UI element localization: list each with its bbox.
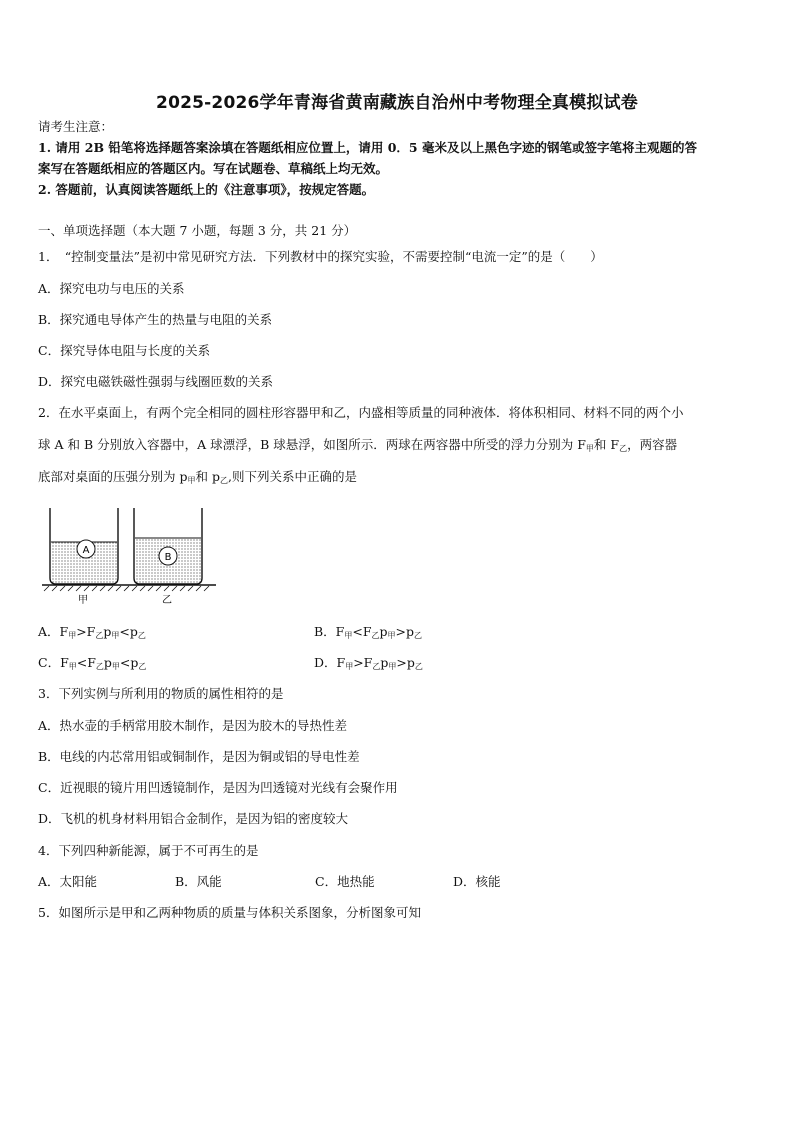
question-4-option-a: A．太阳能 [38,874,98,889]
notice-item-1-line-1: 1. 请用 2B 铅笔将选择题答案涂填在答题纸相应位置上，请用 0．5 毫米及以上黑色字迹的钢笔或签字笔将主观题的答 [38,140,697,155]
question-3-option-d: D．飞机的机身材料用铝合金制作，是因为铝的密度较大 [38,811,349,826]
question-1-option-a: A．探究电功与电压的关系 [38,281,185,296]
page-title: 2025-2026学年青海省黄南藏族自治州中考物理全真模拟试卷 [156,93,638,113]
question-1-option-d: D．探究电磁铁磁性强弱与线圈匝数的关系 [38,374,274,389]
question-1-stem: 1． “控制变量法”是初中常见研究方法．下列教材中的探究实验，不需要控制“电流一定”的是（ ） [38,249,603,264]
subscript-yi: 乙 [619,444,628,453]
question-3-option-a: A．热水壶的手柄常用胶木制作，是因为胶木的导热性差 [38,718,348,733]
question-3-stem: 3．下列实例与所利用的物质的属性相符的是 [38,686,284,701]
question-2-option-a: A．$F_甲>F_乙p_甲<p_乙$ [38,624,146,640]
question-2-line-1: 2．在水平桌面上，有两个完全相同的圆柱形容器甲和乙，内盛相等质量的同种液体．将体积相同、材料不同的两个小 [38,405,684,420]
notice-heading: 请考生注意： [38,119,114,134]
question-3-option-c: C．近视眼的镜片用凹透镜制作，是因为凹透镜对光线有会聚作用 [38,780,398,795]
question-1-option-b: B．探究通电导体产生的热量与电阻的关系 [38,312,273,327]
containers-figure [40,506,220,606]
question-1-option-c: C．探究导体电阻与长度的关系 [38,343,211,358]
label-jia: 甲 [78,595,88,606]
question-2-line-2: 球 A 和 B 分别放入容器中，A 球漂浮，B 球悬浮，如图所示．两球在两容器中所受的浮力分别为 $F_甲$和 $F_乙$，两容器 [38,437,678,453]
question-5-stem: 5．如图所示是甲和乙两种物质的质量与体积关系图象，分析图象可知 [38,905,421,920]
svg-text:A: A [82,545,90,556]
question-4-option-b: B．风能 [175,874,222,889]
table-hatching [44,586,209,591]
question-2-option-b: B．$F_甲<F_乙p_甲>p_乙$ [314,624,423,640]
question-3-option-b: B．电线的内芯常用铝或铜制作，是因为铜或铝的导电性差 [38,749,360,764]
question-4-option-c: C．地热能 [315,874,375,889]
section-1-heading: 一、单项选择题（本大题 7 小题，每题 3 分，共 21 分） [38,223,357,238]
svg-text:B: B [164,552,172,563]
question-4-stem: 4．下列四种新能源，属于不可再生的是 [38,843,259,858]
notice-item-1-line-2: 案写在答题纸相应的答题区内。写在试题卷、草稿纸上均无效。 [38,161,389,176]
notice-item-2: 2. 答题前，认真阅读答题纸上的《注意事项》，按规定答题。 [38,182,375,197]
subscript-jia: 甲 [585,444,594,453]
label-yi: 乙 [162,595,172,606]
question-2-line-3: 底部对桌面的压强分别为 $p_甲$和 $p_乙$,则下列关系中正确的是 [38,469,357,485]
container-jia [50,508,118,584]
question-2-option-d: D．$F_甲>F_乙p_甲>p_乙$ [314,655,423,671]
container-yi [134,508,202,584]
question-2-option-c: C．$F_甲<F_乙p_甲<p_乙$ [38,655,147,671]
question-4-option-d: D．核能 [453,874,501,889]
